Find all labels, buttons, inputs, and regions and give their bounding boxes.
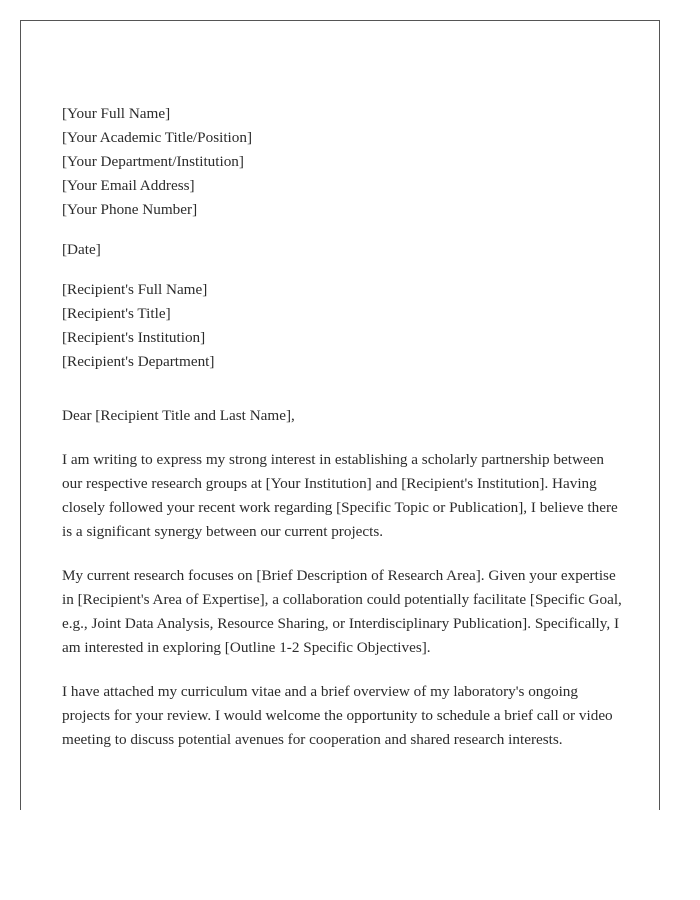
sender-phone: [Your Phone Number] <box>62 201 198 218</box>
recipient-title: [Recipient's Title] <box>62 305 171 322</box>
sender-block <box>62 102 622 222</box>
letter-content <box>62 102 622 752</box>
sender-academic-title: [Your Academic Title/Position] <box>62 129 253 146</box>
date-block <box>62 238 622 262</box>
recipient-block <box>62 278 622 374</box>
sender-department: [Your Department/Institution] <box>62 153 244 170</box>
sender-full-name: [Your Full Name] <box>62 105 171 122</box>
recipient-institution: [Recipient's Institution] <box>62 329 206 346</box>
salutation: Dear [Recipient Title and Last Name], <box>62 407 295 424</box>
body-paragraph-research: My current research focuses on [Brief Description of Research Area]. Given your expertise in [Recipient's Area of Expertise], a collaboration could potentially facilitate [Specific Goal, e.g., Joint Data Analysis, Resource Sharing, or Interdisciplinary Publication]. Specifically, I am interested in exploring [Outline 1-2 Specific Objectives]. <box>62 567 622 656</box>
letter-date: [Date] <box>62 241 101 258</box>
body-paragraph-closing: I have attached my curriculum vitae and a brief overview of my laboratory's ongoing projects for your review. I would welcome the opportunity to schedule a brief call or video meeting to discuss potential avenues for cooperation and shared research interests. <box>62 683 613 748</box>
sender-email: [Your Email Address] <box>62 177 195 194</box>
letter-page <box>20 20 660 810</box>
recipient-full-name: [Recipient's Full Name] <box>62 281 208 298</box>
body-paragraph-intro: I am writing to express my strong interest in establishing a scholarly partnership between our respective research groups at [Your Institution] and [Recipient's Institution]. Having closely followed your recent work regarding [Specific Topic or Publication], I believe there is a significant synergy between our current projects. <box>62 451 618 540</box>
recipient-department: [Recipient's Department] <box>62 353 215 370</box>
